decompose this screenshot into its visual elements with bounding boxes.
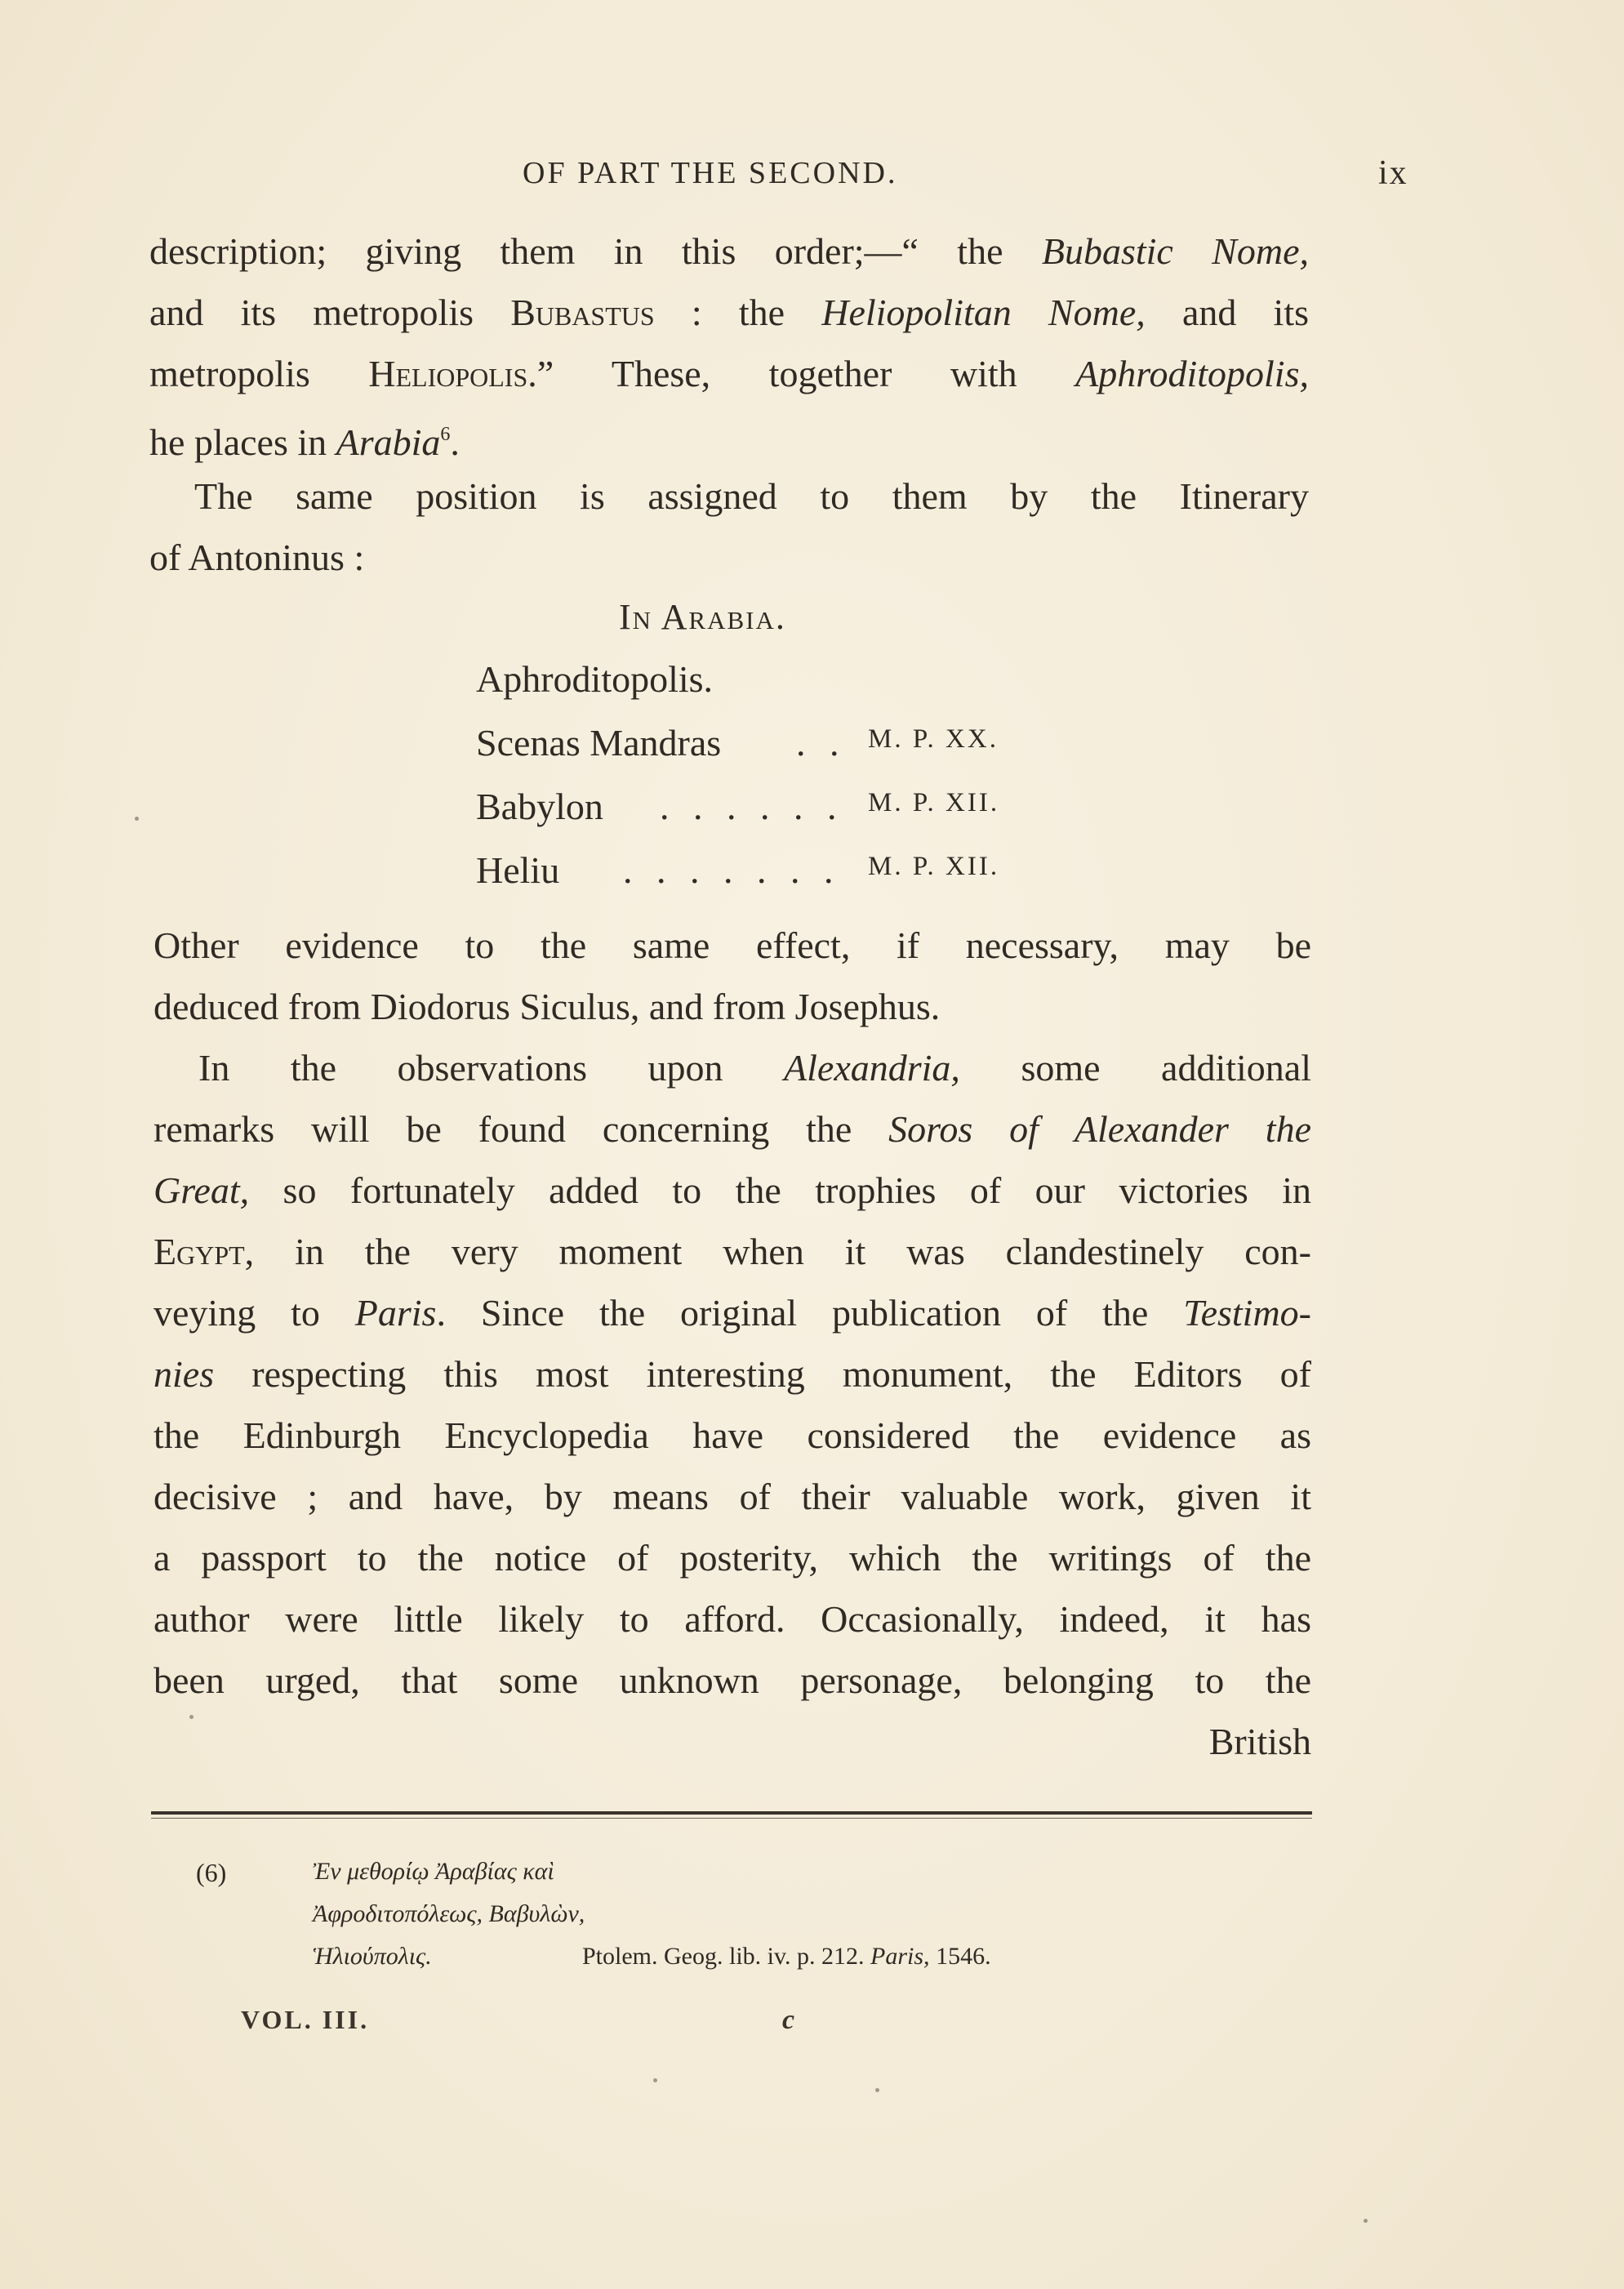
text-line: Great, so fortunately added to the trophies of our victories in bbox=[154, 1169, 1311, 1211]
footnote-row bbox=[186, 1943, 1248, 1985]
itinerary-place: Babylon bbox=[476, 786, 603, 827]
itinerary-place: Heliu bbox=[476, 849, 560, 891]
footnote-greek-text: Ἡλιούπολις. bbox=[313, 1943, 432, 1970]
itinerary-row bbox=[476, 848, 1048, 912]
text-line: veying to Paris. Since the original publication of the Testimo- bbox=[154, 1292, 1311, 1334]
running-head bbox=[0, 155, 1624, 196]
text-line: remarks will be found concerning the Soros of Alexander the bbox=[154, 1108, 1312, 1150]
paper-speck bbox=[875, 2088, 879, 2092]
text-line: In the observations upon Alexandria, some additional bbox=[198, 1047, 1311, 1089]
text-line: Other evidence to the same effect, if necessary, may be bbox=[154, 924, 1311, 966]
footnote-greek-text: Ἀφροδιτοπόλεως, Βαβυλὼν, bbox=[313, 1900, 585, 1927]
body-text-top bbox=[149, 220, 1309, 588]
text-line: the Edinburgh Encyclopedia have considered the evidence as bbox=[154, 1414, 1311, 1456]
text-line: metropolis Heliopolis.” These, together with Aphroditopolis, bbox=[149, 353, 1309, 394]
itinerary-heading: In Arabia. bbox=[619, 597, 786, 637]
running-title: OF PART THE SECOND. bbox=[523, 156, 898, 190]
footnote-block bbox=[186, 1858, 1248, 1985]
itinerary-distance: M. P. XX. bbox=[868, 724, 999, 754]
footnote-greek-text: Ἐν μεθορίῳ Ἀραβίας καὶ bbox=[313, 1858, 554, 1885]
text-line: nies respecting this most interesting monument, the Editors of bbox=[154, 1353, 1311, 1395]
paper-speck bbox=[189, 1715, 194, 1719]
text-line: been urged, that some unknown personage, belonging to the bbox=[154, 1659, 1311, 1701]
itinerary-distance: M. P. XII. bbox=[868, 852, 1000, 881]
text-line: deduced from Diodorus Siculus, and from Josephus. bbox=[154, 986, 941, 1027]
itinerary-row bbox=[476, 657, 1048, 721]
itinerary-row bbox=[476, 785, 1048, 848]
footnote-row bbox=[186, 1858, 1248, 1900]
paper-speck bbox=[135, 817, 139, 821]
text-line: of Antoninus : bbox=[149, 537, 365, 578]
text-line: and its metropolis Bubastus : the Heliopolitan Nome, and its bbox=[149, 292, 1310, 333]
leader-dots: . . bbox=[796, 722, 847, 764]
itinerary-place: Scenas Mandras bbox=[476, 722, 722, 764]
text-line: description; giving them in this order;—“ the Bubastic Nome, bbox=[149, 230, 1310, 272]
itinerary-distance: M. P. XII. bbox=[868, 788, 1000, 817]
text-line: decisive ; and have, by means of their valuable work, given it bbox=[154, 1476, 1311, 1517]
footnote-citation: Ptolem. Geog. lib. iv. p. 212. Paris, 1546. bbox=[582, 1943, 991, 1970]
itinerary-row bbox=[476, 721, 1048, 785]
leader-dots: . . . . . . . bbox=[623, 849, 841, 891]
footnote-row bbox=[186, 1900, 1248, 1943]
footnote-mark: (6) bbox=[196, 1858, 227, 1887]
text-line: a passport to the notice of posterity, which the writings of the bbox=[154, 1537, 1311, 1579]
text-line: author were little likely to afford. Occasionally, indeed, it has bbox=[154, 1598, 1311, 1640]
signature-mark: c bbox=[782, 2005, 795, 2035]
paper-speck bbox=[653, 2078, 657, 2082]
footnote-rule-thin bbox=[151, 1818, 1312, 1819]
body-text-bottom bbox=[154, 915, 1311, 1772]
page-number: ix bbox=[1378, 154, 1408, 192]
text-line: Egypt, in the very moment when it was clandestinely con- bbox=[154, 1231, 1311, 1272]
footnote-rule bbox=[151, 1811, 1312, 1815]
paper-speck bbox=[1364, 2219, 1368, 2223]
volume-signature: VOL. III. bbox=[241, 2005, 370, 2034]
itinerary-place: Aphroditopolis. bbox=[476, 658, 714, 700]
footnote-ref: 6 bbox=[440, 424, 451, 445]
leader-dots: . . . . . . bbox=[660, 786, 844, 827]
catchword: British bbox=[1208, 1721, 1311, 1762]
text-line: he places in Arabia$^6$. bbox=[149, 421, 460, 463]
text-line: The same position is assigned to them by the Itinerary bbox=[194, 475, 1309, 517]
itinerary-list bbox=[476, 657, 1048, 912]
